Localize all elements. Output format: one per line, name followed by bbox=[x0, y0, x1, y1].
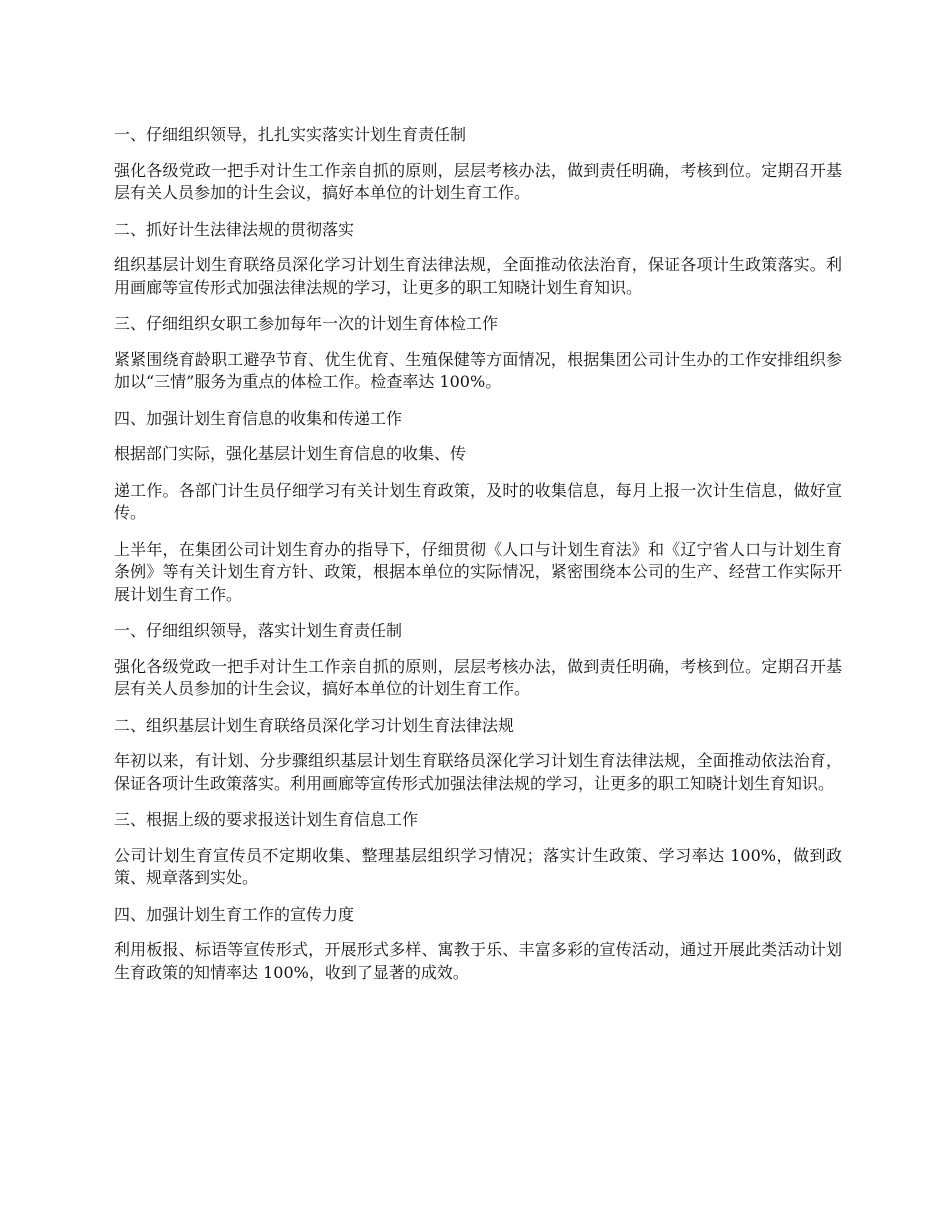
paragraph-4b: 递工作。各部门计生员仔细学习有关计划生育政策，及时的收集信息，每月上报一次计生信息，做好宣传。 bbox=[114, 480, 842, 522]
paragraph-2: 组织基层计划生育联络员深化学习计划生育法律法规，全面推动依法治育，保证各项计生政策落实。利用画廊等宣传形式加强法律法规的学习，让更多的职工知晓计划生育知识。 bbox=[114, 255, 842, 297]
document-page bbox=[114, 124, 842, 998]
summary-paragraph: 上半年，在集团公司计划生育办的指导下，仔细贯彻《人口与计划生育法》和《辽宁省人口与计划生育条例》等有关计划生育方针、政策，根据本单位的实际情况，紧密围绕本公司的生产、经营工作实际开展计划生育工作。 bbox=[114, 539, 842, 604]
section-heading-6: 二、组织基层计划生育联络员深化学习计划生育法律法规 bbox=[114, 715, 515, 735]
paragraph-8: 利用板报、标语等宣传形式，开展形式多样、寓教于乐、丰富多彩的宣传活动，通过开展此类活动计划生育政策的知情率达 100%，收到了显著的成效。 bbox=[114, 940, 842, 982]
section-heading-7: 三、根据上级的要求报送计划生育信息工作 bbox=[114, 810, 419, 829]
section-heading-8: 四、加强计划生育工作的宣传力度 bbox=[114, 904, 355, 924]
paragraph-3: 紧紧围绕育龄职工避孕节育、优生优育、生殖保健等方面情况，根据集团公司计生办的工作安排组织参加以“三情”服务为重点的体检工作。检查率达 100%。 bbox=[114, 349, 842, 391]
section-heading-4: 四、加强计划生育信息的收集和传递工作 bbox=[114, 408, 403, 428]
paragraph-5: 强化各级党政一把手对计生工作亲自抓的原则，层层考核办法，做到责任明确，考核到位。定期召开基层有关人员参加的计生会议，搞好本单位的计划生育工作。 bbox=[114, 656, 842, 698]
paragraph-4a: 根据部门实际，强化基层计划生育信息的收集、传 bbox=[114, 444, 467, 463]
section-heading-5: 一、仔细组织领导，落实计划生育责任制 bbox=[114, 621, 403, 640]
paragraph-7: 公司计划生育宣传员不定期收集、整理基层组织学习情况；落实计生政策、学习率达 100%，做到政策、规章落到实处。 bbox=[114, 845, 842, 887]
section-heading-3: 三、仔细组织女职工参加每年一次的计划生育体检工作 bbox=[114, 314, 499, 333]
section-heading-1: 一、仔细组织领导，扎扎实实落实计划生育责任制 bbox=[114, 125, 467, 144]
paragraph-1: 强化各级党政一把手对计生工作亲自抓的原则，层层考核办法，做到责任明确，考核到位。定期召开基层有关人员参加的计生会议，搞好本单位的计划生育工作。 bbox=[114, 160, 842, 202]
section-heading-2: 二、抓好计生法律法规的贯彻落实 bbox=[114, 219, 355, 239]
paragraph-6: 年初以来，有计划、分步骤组织基层计划生育联络员深化学习计划生育法律法规，全面推动依法治育，保证各项计生政策落实。利用画廊等宣传形式加强法律法规的学习，让更多的职工知晓计划生育知识。 bbox=[114, 751, 842, 793]
